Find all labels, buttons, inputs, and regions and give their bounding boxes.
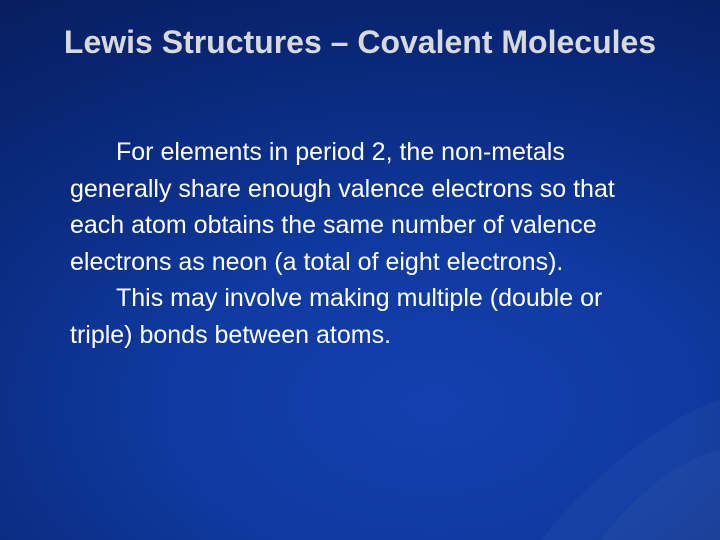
slide-title: Lewis Structures – Covalent Molecules — [63, 24, 657, 60]
body-paragraph-2: This may involve making multiple (double or triple) bonds between atoms. — [70, 284, 603, 349]
slide-body — [70, 134, 670, 353]
body-paragraph-1: For elements in period 2, the non-metals generally share enough valence electrons so that each atom obtains the same number of valence electrons as neon (a total of eight electrons). — [70, 138, 615, 276]
